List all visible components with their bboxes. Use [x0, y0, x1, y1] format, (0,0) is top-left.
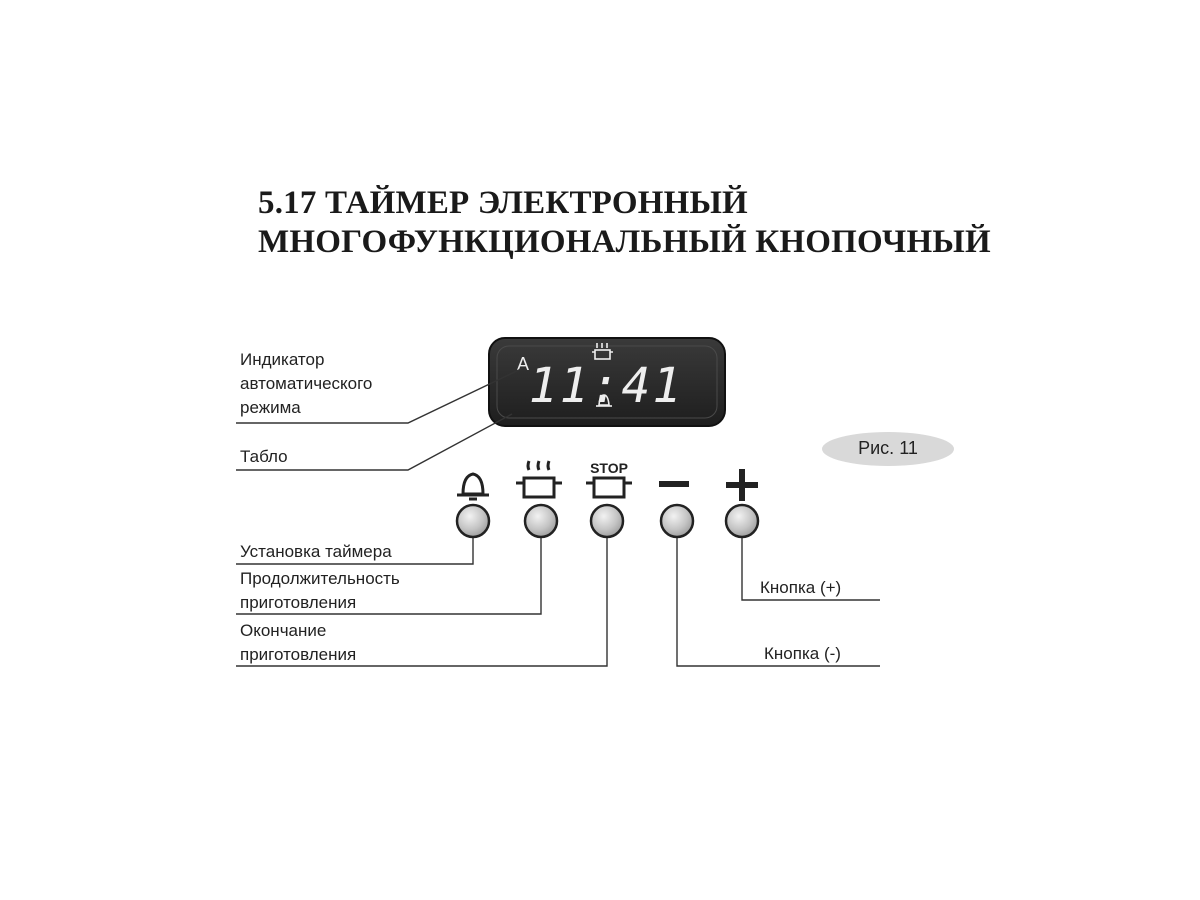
stop-label: STOP	[590, 460, 628, 476]
bell-icon	[457, 474, 489, 499]
label-cook-duration-2: приготовления	[240, 593, 357, 612]
title-line-1: 5.17 ТАЙМЕР ЭЛЕКТРОННЫЙ	[258, 185, 748, 221]
figure-label: Рис. 11	[822, 432, 954, 466]
minus-icon	[659, 481, 689, 487]
plus-button[interactable]	[726, 505, 758, 537]
plus-icon	[726, 469, 758, 501]
cook-duration-button[interactable]	[525, 505, 557, 537]
display-panel	[489, 338, 725, 426]
label-cook-end-2: приготовления	[240, 645, 357, 664]
display-time: 11:41	[528, 358, 684, 414]
title-line-2: МНОГОФУНКЦИОНАЛЬНЫЙ КНОПОЧНЫЙ	[258, 224, 991, 260]
timer-set-button[interactable]	[457, 505, 489, 537]
label-auto-indicator-2: автоматического	[240, 374, 373, 393]
label-button-minus: Кнопка (-)	[764, 644, 841, 663]
label-cook-duration-1: Продолжительность	[240, 569, 400, 588]
minus-button[interactable]	[661, 505, 693, 537]
label-display: Табло	[240, 447, 288, 466]
stop-pot-icon	[586, 460, 632, 497]
label-cook-end-1: Окончание	[240, 621, 327, 640]
label-timer-set: Установка таймера	[240, 542, 392, 561]
auto-mode-letter: A	[517, 354, 530, 374]
label-auto-indicator-1: Индикатор	[240, 350, 325, 369]
cook-end-button[interactable]	[591, 505, 623, 537]
pot-icon	[516, 461, 562, 497]
label-auto-indicator-3: режима	[240, 398, 301, 417]
label-button-plus: Кнопка (+)	[760, 578, 842, 597]
